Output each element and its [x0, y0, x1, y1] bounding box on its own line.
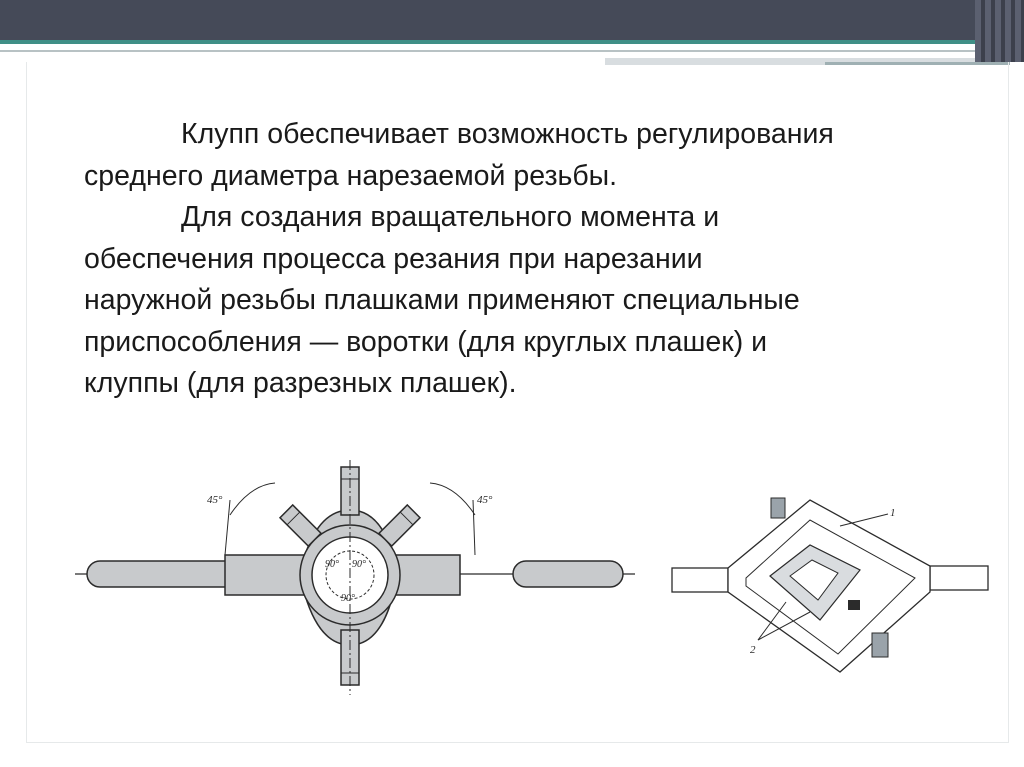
- left-angle-leader: [225, 500, 230, 555]
- corner-decoration: [975, 0, 1024, 62]
- decor-band-dark: [825, 62, 1010, 65]
- paragraph-1-line-2: среднего диаметра нарезаемой резьбы.: [84, 159, 618, 192]
- left-angle-arc: [230, 483, 275, 515]
- kluppe-bottom-screw: [872, 633, 888, 657]
- right-angle-leader: [473, 500, 475, 555]
- paragraph-2-line-5: клуппы (для разрезных плашек).: [84, 367, 517, 399]
- angle-label-right: 45°: [477, 494, 493, 506]
- kluppe-right-handle: [930, 566, 988, 590]
- right-angle-arc: [430, 483, 475, 515]
- angle-label-bottom: 90°: [341, 593, 355, 604]
- die-holder-drawing: [75, 455, 635, 700]
- angle-label-center-left: 90°: [325, 559, 339, 570]
- right-handle: [513, 561, 623, 587]
- left-diagonal-screw: [280, 505, 321, 546]
- accent-line: [0, 40, 1024, 44]
- slide-body-text: [84, 114, 984, 405]
- paragraph-1-line-1: Клупп обеспечивает возможность регулирования: [181, 118, 834, 150]
- decor-line: [0, 50, 1010, 52]
- angle-label-left: 45°: [207, 494, 223, 506]
- kluppe-drawing: [660, 490, 1000, 685]
- paragraph-2-line-3: наружной резьбы плашками применяют специальные: [84, 284, 800, 316]
- paragraph-2: [84, 197, 984, 405]
- kluppe-top-screw: [771, 498, 785, 518]
- right-diagonal-screw: [379, 505, 420, 546]
- paragraph-2-line-1: Для создания вращательного момента и: [181, 201, 720, 233]
- kluppe-label-2: 2: [750, 644, 756, 656]
- kluppe-left-handle: [672, 568, 728, 592]
- slide-frame-bottom: [26, 742, 1009, 743]
- angle-label-center-right: 90°: [352, 559, 366, 570]
- slide-frame-left: [26, 62, 27, 743]
- paragraph-2-line-4: приспособления — воротки (для круглых плашек) и: [84, 325, 768, 358]
- top-header-bar: [0, 0, 1024, 40]
- kluppe-label-1: 1: [890, 507, 896, 519]
- kluppe-side-screw: [848, 600, 860, 610]
- slide-frame-right: [1008, 62, 1009, 743]
- paragraph-2-line-2: обеспечения процесса резания при нарезании: [84, 242, 703, 275]
- paragraph-1: [84, 114, 984, 197]
